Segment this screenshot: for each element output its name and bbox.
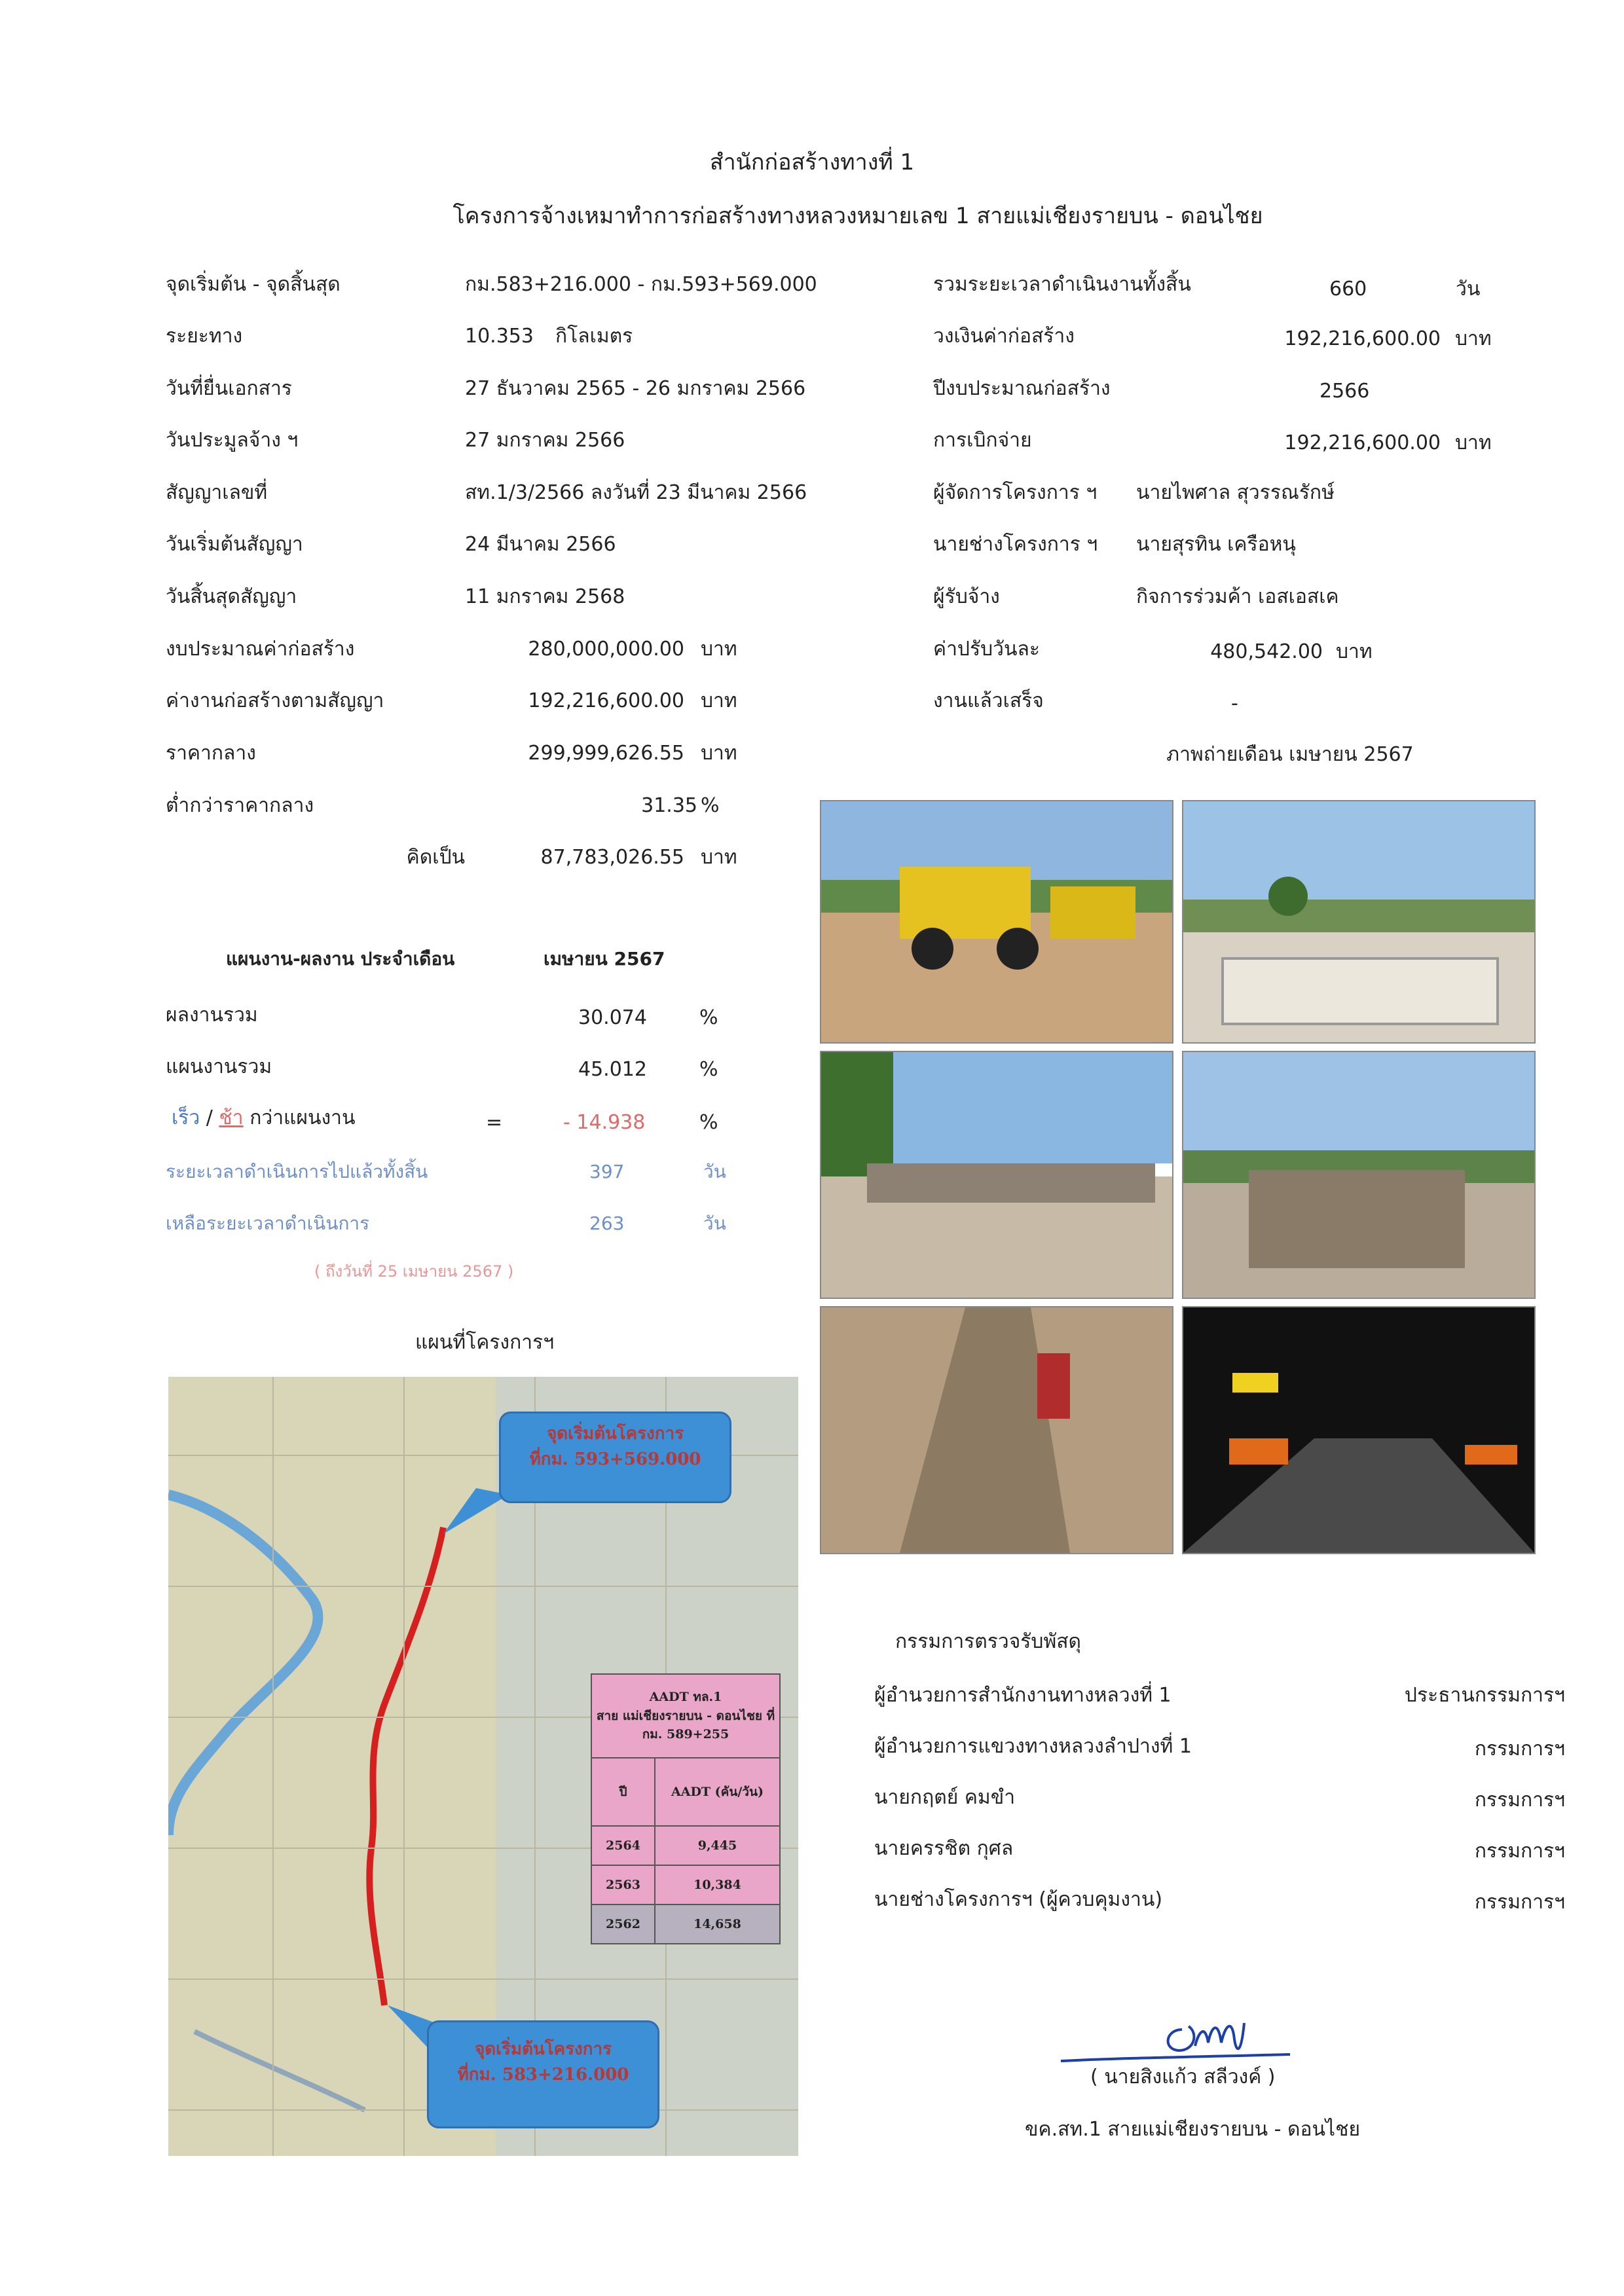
fiscal-year-label: ปีงบประมาณก่อสร้าง [933,377,1111,400]
remain-label: เหลือระยะเวลาดำเนินการ [166,1212,370,1234]
diff-row [172,1106,355,1130]
aadt-col-year: ปี [591,1758,655,1826]
fiscal-year-value: 2566 [1320,380,1370,403]
diff-fast: เร็ว [172,1106,200,1129]
median-price-unit: บาท [701,742,737,765]
aadt-title: AADT ทล.1 [649,1690,722,1705]
completed-label: งานแล้วเสร็จ [933,689,1044,712]
below-median-unit: % [701,794,720,817]
construction-budget-value: 192,216,600.00 [1284,327,1441,350]
actual-unit: % [699,1006,718,1029]
start-end-label: จุดเริ่มต้น - จุดสิ้นสุด [166,273,341,296]
fine-value: 480,542.00 [1210,640,1323,663]
below-median-label: ต่ำกว่าราคากลาง [166,794,314,817]
total-duration-unit: วัน [1456,278,1481,301]
end-point-callout [499,1412,731,1503]
committee-member-role: กรรมการฯ [1474,1891,1565,1914]
contract-no-label: สัญญาเลขที่ [166,481,268,504]
disbursement-value: 192,216,600.00 [1284,431,1441,454]
construction-budget-label: วงเงินค่าก่อสร้าง [933,325,1075,348]
aadt-header [591,1674,780,1758]
completed-value: - [1231,692,1238,715]
photo-night-road [1182,1306,1536,1554]
aadt-row-year: 2563 [591,1865,655,1904]
progress-month: เมษายน 2567 [544,948,665,970]
signer-position: ขค.สท.1 สายแม่เชียงรายบน - ดอนไชย [1025,2118,1361,2141]
distance-value: 10.353 [465,325,534,348]
office-title: สำนักก่อสร้างทางที่ 1 [709,149,915,175]
elapsed-label: ระยะเวลาดำเนินการไปแล้วทั้งสิ้น [166,1161,428,1182]
photo-drainage-work [820,1306,1173,1554]
actual-value: 30.074 [578,1006,647,1029]
end-callout-line1: จุดเริ่มต้นโครงการ [546,1424,684,1444]
contract-cost-unit: บาท [701,689,737,712]
diff-unit: % [699,1111,718,1134]
plan-value: 45.012 [578,1058,647,1081]
aadt-row-year: 2564 [591,1826,655,1865]
total-duration-label: รวมระยะเวลาดำเนินงานทั้งสิ้น [933,273,1191,296]
photos-caption: ภาพถ่ายเดือน เมษายน 2567 [1166,743,1414,766]
median-price-label: ราคากลาง [166,742,256,765]
diff-value: - 14.938 [563,1111,646,1134]
contract-start-label: วันเริ่มต้นสัญญา [166,533,303,556]
submit-date-label: วันที่ยื่นเอกสาร [166,377,292,400]
aadt-subtitle: สาย แม่เชียงรายบน - ดอนไชย ที่กม. 589+255 [596,1708,775,1742]
committee-member-name: นายช่างโครงการฯ (ผู้ควบคุมงาน) [874,1888,1163,1911]
elapsed-unit: วัน [703,1161,726,1182]
contractor-value: กิจการร่วมค้า เอสเอสเค [1136,585,1339,608]
diff-label: กว่าแผนงาน [249,1106,356,1129]
elapsed-value: 397 [589,1161,625,1182]
below-median-value: 31.35 [641,794,697,817]
aadt-table [591,1673,781,1944]
diff-equals: = [486,1111,503,1134]
project-engineer-label: นายช่างโครงการ ฯ [933,533,1098,556]
progress-title: แผนงาน-ผลงาน ประจำเดือน [226,948,455,970]
committee-member-name: นายกฤตย์ คมขำ [874,1786,1016,1809]
total-duration-value: 660 [1329,278,1367,301]
aadt-row-value: 10,384 [655,1865,780,1904]
aadt-row-value: 14,658 [655,1904,780,1944]
end-callout-line2: ที่กม. 593+569.000 [529,1449,701,1469]
asof-note: ( ถึงวันที่ 25 เมษายน 2567 ) [314,1262,514,1281]
committee-member-name: ผู้อำนวยการแขวงทางหลวงลำปางที่ 1 [874,1735,1192,1758]
contract-cost-value: 192,216,600.00 [528,689,684,712]
committee-member-role: ประธานกรรมการฯ [1404,1684,1565,1707]
distance-unit: กิโลเมตร [555,325,633,348]
committee-member-name: ผู้อำนวยการสำนักงานทางหลวงที่ 1 [874,1684,1172,1707]
auction-date-label: วันประมูลจ้าง ฯ [166,429,299,452]
contractor-label: ผู้รับจ้าง [933,585,1000,608]
photo-bridge-railing [1182,800,1536,1044]
fine-label: ค่าปรับวันละ [933,638,1040,661]
committee-member-role: กรรมการฯ [1474,1738,1565,1760]
disbursement-unit: บาท [1455,431,1492,454]
start-end-value: กม.583+216.000 - กม.593+569.000 [465,273,817,296]
project-title: โครงการจ้างเหมาทำการก่อสร้างทางหลวงหมายเลข 1 สายแม่เชียงรายบน - ดอนไชย [452,203,1263,229]
aadt-row-value: 9,445 [655,1826,780,1865]
committee-title: กรรมการตรวจรับพัสดุ [895,1630,1082,1653]
aadt-col-value: AADT (คัน/วัน) [655,1758,780,1826]
plan-unit: % [699,1058,718,1081]
contract-start-value: 24 มีนาคม 2566 [465,533,616,556]
photo-bridge-deck-2 [1182,1051,1536,1299]
map-title: แผนที่โครงการฯ [415,1331,555,1354]
budget-label: งบประมาณค่าก่อสร้าง [166,638,355,661]
project-map [168,1377,798,2156]
median-price-value: 299,999,626.55 [528,742,684,765]
remain-value: 263 [589,1212,625,1234]
project-manager-value: นายไพศาล สุวรรณรักษ์ [1136,481,1335,504]
budget-value: 280,000,000.00 [528,638,684,661]
remain-unit: วัน [703,1212,726,1234]
project-engineer-value: นายสุรทิน เครือหนุ [1136,533,1296,556]
start-callout-line1: จุดเริ่มต้นโครงการ [474,2039,612,2059]
equals-value: 87,783,026.55 [540,846,684,869]
committee-member-role: กรรมการฯ [1474,1840,1565,1863]
equals-unit: บาท [701,846,737,869]
committee-member-name: นายครรชิต กุศล [874,1837,1014,1860]
actual-label: ผลงานรวม [166,1004,258,1027]
submit-date-value: 27 ธันวาคม 2565 - 26 มกราคม 2566 [465,377,806,400]
contract-end-value: 11 มกราคม 2568 [465,585,625,608]
plan-label: แผนงานรวม [166,1055,272,1078]
start-callout-line2: ที่กม. 583+216.000 [457,2065,629,2085]
aadt-row-year: 2562 [591,1904,655,1944]
construction-budget-unit: บาท [1455,327,1492,350]
project-manager-label: ผู้จัดการโครงการ ฯ [933,481,1098,504]
photo-grader [820,800,1173,1044]
budget-unit: บาท [701,638,737,661]
committee-member-role: กรรมการฯ [1474,1789,1565,1812]
contract-end-label: วันสิ้นสุดสัญญา [166,585,297,608]
fine-unit: บาท [1336,640,1373,663]
start-point-callout [427,2020,659,2128]
auction-date-value: 27 มกราคม 2566 [465,429,625,452]
contract-no-value: สท.1/3/2566 ลงวันที่ 23 มีนาคม 2566 [465,481,807,504]
diff-slow: ช้า [219,1106,244,1129]
contract-cost-label: ค่างานก่อสร้างตามสัญญา [166,689,384,712]
equals-label: คิดเป็น [406,846,465,869]
distance-label: ระยะทาง [166,325,243,348]
signer-name: ( นายสิงแก้ว สลีวงค์ ) [1090,2066,1276,2088]
diff-sep: / [206,1106,213,1129]
disbursement-label: การเบิกจ่าย [933,429,1032,452]
photo-bridge-deck-1 [820,1051,1173,1299]
